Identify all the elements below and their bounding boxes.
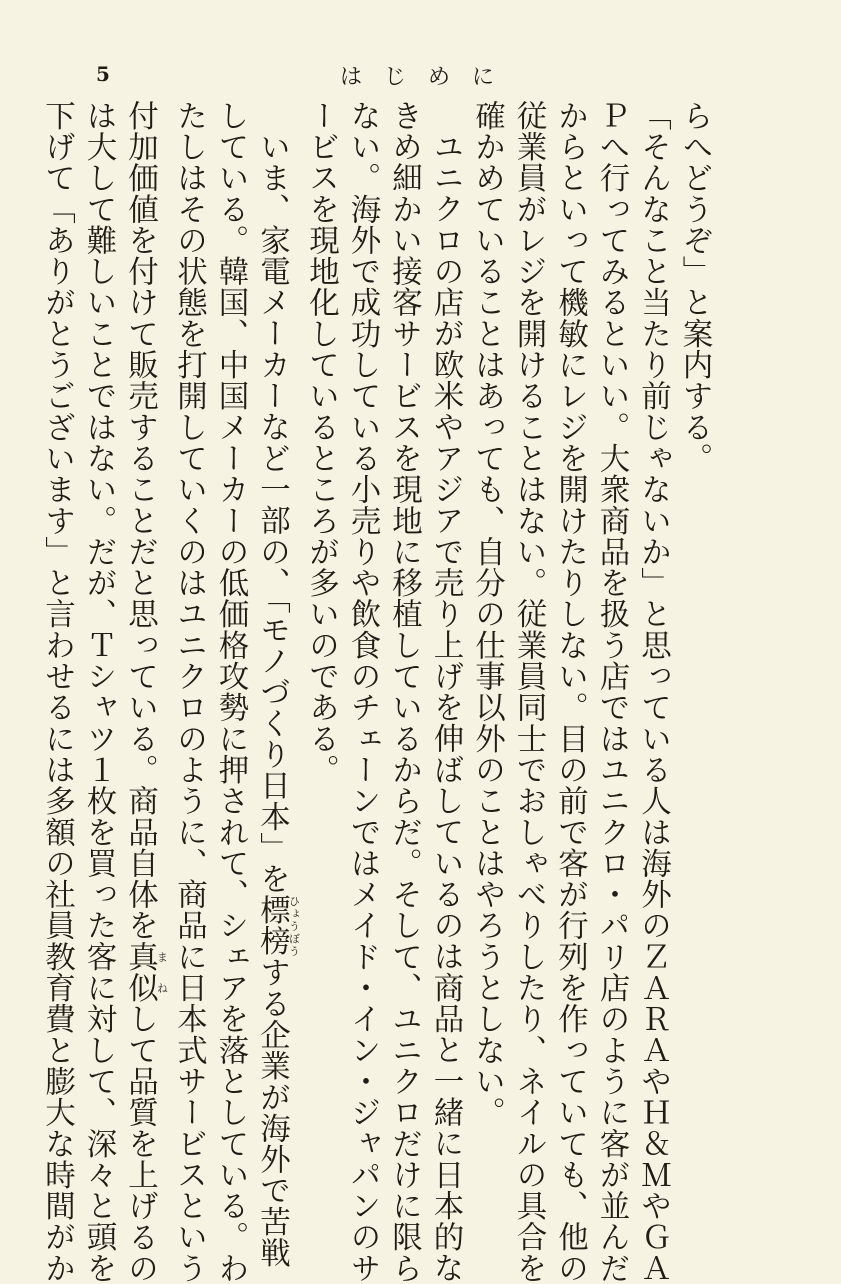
text-segment: いま、家電メーカーなど一部の、「モノづくり日本」を	[254, 130, 290, 894]
text-segment: 付加価値を付けて販売することだと思っている。商品自体を	[122, 100, 158, 942]
ruby-word	[122, 941, 169, 1004]
furigana: まね	[155, 941, 169, 1004]
body-text	[36, 100, 715, 1284]
ruby-word	[254, 894, 301, 957]
text-line: ービスを現地化しているところが多いのである。	[303, 100, 339, 786]
ruby-base: 真似	[122, 941, 158, 1004]
text-line: たしはその状態を打開していくのはユニクロのように、商品に日本式サービスという	[171, 100, 207, 1284]
text-line	[251, 100, 301, 1268]
running-head: はじめに	[340, 65, 517, 90]
text-line: 下げて「ありがとうございます」と言わせるには多額の社員教育費と膨大な時間がか	[39, 100, 75, 1284]
text-line: ない。海外で成功している小売りや飲食のチェーンではメイド・イン・ジャパンのサ	[345, 100, 380, 1284]
text-line: 従業員がレジを開けることはない。従業員同士でおしゃべりしたり、ネイルの具合を	[511, 100, 546, 1284]
text-line: 確かめていることはあっても、自分の仕事以外のことはやろうとしない。	[469, 100, 505, 1128]
text-line: ユニクロの店が欧米やアジアで売り上げを伸ばしているのは商品と一緒に日本的な	[428, 130, 463, 1284]
text-line	[119, 100, 169, 1284]
furigana: ひょうぼう	[287, 894, 301, 957]
text-segment: して品質を上げるの	[122, 1003, 158, 1284]
text-line: きめ細かい接客サービスを現地に移植しているからだ。そして、ユニクロだけに限ら	[386, 100, 422, 1284]
page-number: 5	[96, 62, 111, 86]
text-line: 「そんなこと当たり前じゃないか」と思っている人は海外のＺＡＲＡやＨ＆ＭやＧＡ	[635, 100, 671, 1284]
text-line: からといって機敏にレジを開けたりしない。目の前で客が行列を作っていても、他の	[552, 100, 588, 1284]
ruby-base: 標榜	[254, 894, 290, 957]
text-line: らへどうぞ」と案内する。	[677, 100, 712, 474]
text-line: は大して難しいことではない。だが、Ｔシャツ１枚を買った客に対して、深々と頭を	[81, 100, 116, 1284]
text-line: Ｐへ行ってみるといい。大衆商品を扱う店ではユニクロ・パリ店のように客が並んだ	[594, 100, 629, 1284]
text-segment: する企業が海外で苦戦	[254, 956, 290, 1268]
text-line: している。韓国、中国メーカーの低価格攻勢に押されて、シェアを落としている。わ	[213, 100, 248, 1284]
